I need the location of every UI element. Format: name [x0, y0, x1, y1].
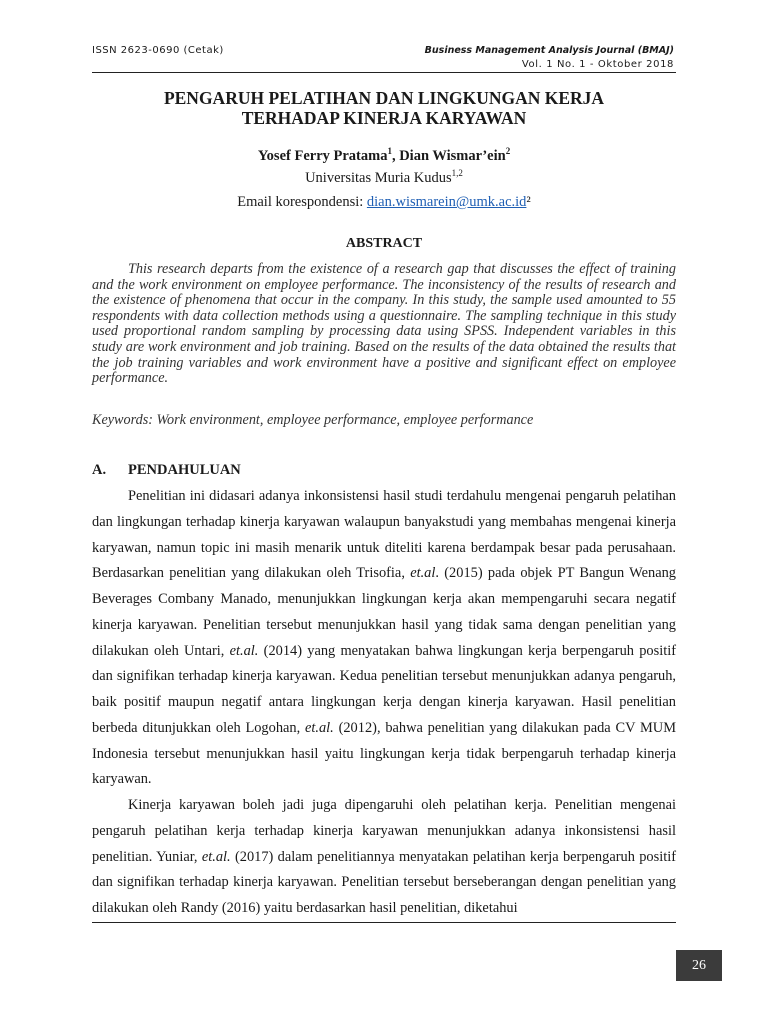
author-2: Dian Wismar’ein: [399, 147, 506, 164]
author-1-sup: 1: [387, 146, 392, 156]
abstract-heading: ABSTRACT: [345, 236, 423, 251]
page-number: 26: [676, 950, 722, 981]
header-journal-name: Business Management Analysis Journal (BMAJ): [424, 45, 674, 56]
email-link[interactable]: dian.wismarein@umk.ac.id: [366, 194, 527, 210]
header-issn: ISSN 2623-0690 (Cetak): [92, 45, 224, 56]
correspondence-email: [92, 194, 676, 211]
header-volume: Vol. 1 No. 1 - Oktober 2018: [521, 59, 674, 70]
author-2-sup: 2: [505, 146, 511, 156]
etal: et.al.: [201, 848, 231, 865]
etal: et.al.: [305, 719, 334, 736]
paragraph-1: [92, 484, 676, 793]
paragraph-1-text-c: (2014) yang menyatakan bahwa lingkungan kerja berpengaruh positif dan signifikan terhadap kinerja karyawan. Kedua penelitian tersebut menunjukkan adanya pengaruh, baik positif maupun negatif antara lingkungan kerja dengan kinerja karyawan. Hasil penelitian berbeda ditunjukkan oleh Logohan,: [92, 642, 676, 736]
paper-title: [92, 88, 676, 128]
etal: et.al: [410, 565, 436, 582]
paragraph-2-text-a: Kinerja karyawan boleh jadi juga dipengaruhi oleh pelatihan kerja. Penelitian mengenai pengaruh pelatihan kerja terhadap kinerja karyawan menunjukkan adanya inkonsistensi hasil penelitian. Yuniar,: [92, 797, 676, 865]
paragraph-2-text-b: (2017) dalam penelitiannya menyatakan pelatihan kerja berpengaruh positif dan signifikan terhadap kinerja karyawan. Penelitian tersebut berseberangan dengan penelitian yang dilakukan oleh Randy (2016) yaitu berdasarkan hasil penelitian, diketahui: [92, 848, 676, 916]
paragraph-1-text-a: Penelitian ini didasari adanya inkonsistensi hasil studi terdahulu mengenai pengaruh pelatihan dan lingkungan terhadap kinerja karyawan walaupun banyakstudi yang membahas mengenai kinerja karyawan, namun topic ini masih menarik untuk diteliti karena berdampak besar pada perusahaan. Berdasarkan penelitian yang dilakukan oleh Trisofia,: [92, 488, 676, 582]
author-1: Yosef Ferry Pratama: [257, 147, 388, 164]
author-names: [92, 143, 676, 165]
email-suffix: ²: [526, 194, 531, 210]
body-text: [92, 484, 676, 922]
section-title: PENDAHULUAN: [128, 462, 241, 478]
header-rule: [92, 72, 676, 73]
paragraph-1-text-d: (2012), bahwa penelitian yang dilakukan pada CV MUM Indonesia tersebut menunjukkan hasil yaitu lingkungan kerja tidak berpengaruh terhadap kinerja karyawan.: [92, 719, 676, 788]
paragraph-1-text-b: . (2015) pada objek PT Bangun Wenang Beverages Combany Manado, menunjukkan lingkungan kerja akan mempengaruhi secara negatif kinerja karyawan. Penelitian tersebut menunjukkan hasil yang tidak sama dengan penelitian yang dilakukan oleh Untari,: [92, 565, 676, 659]
email-label: Email korespondensi:: [237, 194, 367, 210]
section-number: A.: [92, 462, 107, 478]
paper-title-line-2: TERHADAP KINERJA KARYAWAN: [241, 108, 527, 128]
header-journal-info: [425, 44, 674, 72]
paper-title-line-1: PENGARUH PELATIHAN DAN LINGKUNGAN KERJA: [163, 88, 605, 108]
affiliation-sup: 1,2: [451, 167, 463, 178]
abstract-text: This research departs from the existence of a research gap that discusses the effect of training and the work environment on employee performance. The inconsistency of the results of research and the existence of phenomena that occur in the company. In this study, the sample used amounted to 55 respondents with data collection methods using a questionnaire. The sampling technique in this study used proportional random sampling by processing data using SPSS. Independent variables in this study are work environment and job training. Based on the results of the data obtained the results that the job training variables and work environment have a positive and significant effect on employee performance.: [92, 261, 676, 387]
paragraph-2: [92, 793, 676, 922]
keywords: Keywords: Work environment, employee performance, employee performance: [92, 412, 534, 428]
affiliation-name: Universitas Muria Kudus: [305, 169, 452, 186]
author-separator: ,: [391, 147, 400, 164]
etal: et.al.: [229, 642, 259, 659]
section-heading: [92, 462, 241, 479]
affiliation: [92, 165, 676, 187]
author-block: [92, 143, 676, 187]
footer-rule: [92, 922, 676, 923]
